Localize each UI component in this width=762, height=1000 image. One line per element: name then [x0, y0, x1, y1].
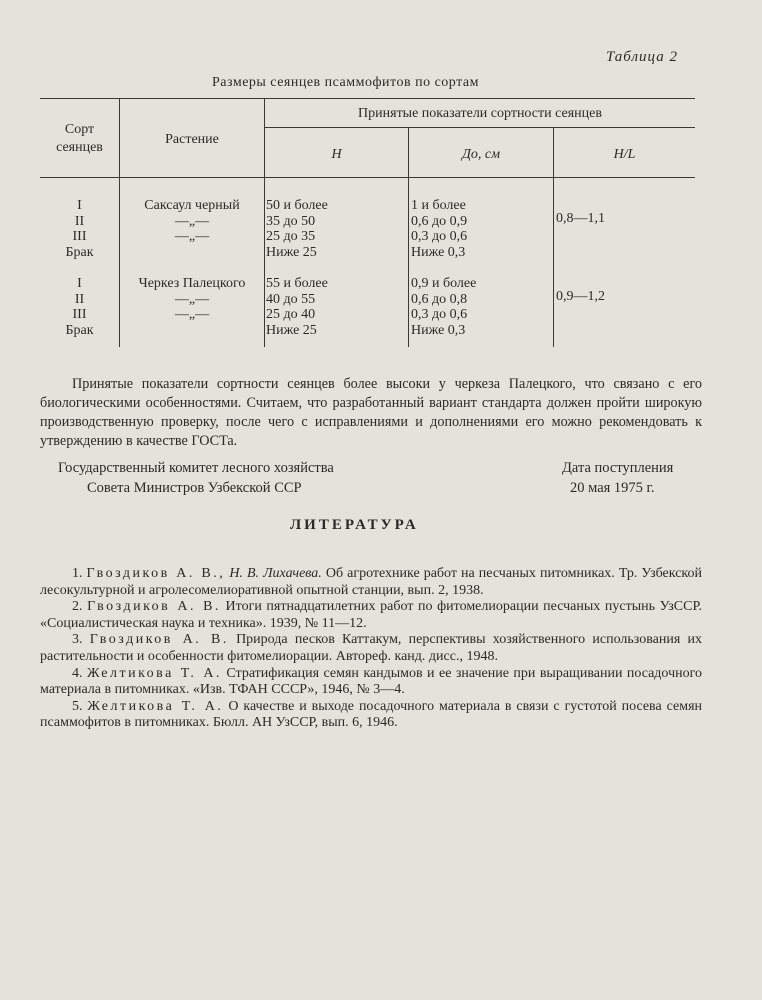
h-cell: Ниже 25 — [266, 244, 317, 260]
d-cell: 0,6 до 0,9 — [411, 213, 468, 229]
h-cell: 50 и более — [266, 198, 328, 213]
sort-cell: Брак — [65, 244, 94, 260]
d-cell: 0,3 до 0,6 — [411, 307, 468, 322]
reference-item: 4. Желтикова Т. А. Стратификация семян кандымов и ее значение при выращивании посадочного материала в питомниках. «Изв. ТФАН СССР», 1946, № 3—4. — [40, 665, 702, 698]
table-header-rule — [40, 177, 695, 178]
sort-cell: Брак — [65, 322, 94, 338]
sort-cell: II — [74, 213, 85, 229]
plant-cell: Черкез Палецкого — [138, 276, 246, 291]
plant-cell: —„— — [174, 213, 210, 229]
header-plant: Растение — [165, 132, 219, 147]
reference-item: 1. Гвоздиков А. В., Н. В. Лихачева. Об агротехнике работ на песчаных питомниках. Тр. Узбекской лесокультурной и агролесомелиоративной опытной станции, вып. 2, 1938. — [40, 566, 703, 598]
h-cell: Ниже 25 — [266, 322, 317, 338]
h-cell: 25 до 40 — [266, 307, 316, 322]
table-group-rule — [265, 127, 695, 128]
header-sort: Сорт сеянцев — [56, 122, 103, 155]
hl-cell: 0,9—1,2 — [556, 289, 605, 304]
received-date: 20 мая 1975 г. — [570, 480, 655, 496]
header-indicators: Принятые показатели сортности сеянцев — [358, 106, 602, 121]
plant-cell: —„— — [174, 291, 210, 307]
table-divider-2 — [264, 99, 265, 347]
organization-line-2: Совета Министров Узбекской ССР — [87, 480, 302, 496]
sort-cell: III — [72, 307, 87, 322]
sort-cell: II — [74, 291, 85, 307]
d-cell: 0,6 до 0,8 — [411, 291, 468, 307]
d-cell: 1 и более — [411, 198, 466, 213]
sort-cell: I — [77, 198, 82, 213]
received-date-label: Дата поступления — [562, 460, 674, 476]
table-top-rule — [40, 98, 695, 99]
sort-cell: I — [77, 276, 82, 291]
literature-heading: ЛИТЕРАТУРА — [290, 517, 419, 533]
table-caption: Размеры сеянцев псаммофитов по сортам — [212, 75, 479, 90]
organization-line-1: Государственный комитет лесного хозяйства — [58, 460, 334, 476]
h-cell: 55 и более — [266, 276, 328, 291]
conclusion-paragraph: Принятые показатели сортности сеянцев более высоки у черкеза Палецкого, что связано с его биологическими особенностями. Считаем, что разработанный вариант стандарта должен пройти широкую производственную проверку, после чего с исправлениями и дополнениями его можно рекомендовать к утверждению в качестве ГОСТа. — [40, 376, 702, 449]
header-h: H — [331, 147, 342, 162]
h-cell: 35 до 50 — [266, 213, 316, 229]
plant-cell: —„— — [174, 229, 210, 244]
reference-item: 3. Гвоздиков А. В. Природа песков Каттакум, перспективы хозяйственного использования их растительности и особенности фитомелиорации. Автореф. канд. дисс., 1948. — [40, 632, 702, 664]
header-hl: H/L — [613, 147, 636, 162]
reference-item: 2. Гвоздиков А. В. Итоги пятнадцатилетних работ по фитомелиорации песчаных пустынь УзССР. «Социалистическая наука и техника». 1939, № 11—12. — [40, 599, 703, 631]
reference-list — [40, 566, 702, 732]
d-cell: Ниже 0,3 — [411, 244, 466, 260]
table-label: Таблица 2 — [606, 49, 678, 65]
reference-item: 5. Желтикова Т. А. О качестве и выходе посадочного материала в связи с густотой посева семян псаммофитов в питомниках. Бюлл. АН УзССР, вып. 6, 1946. — [40, 698, 703, 731]
plant-cell: —„— — [174, 307, 210, 322]
d-cell: 0,3 до 0,6 — [411, 229, 468, 244]
hl-cell: 0,8—1,1 — [556, 211, 605, 226]
plant-cell: Саксаул черный — [144, 198, 240, 213]
header-d: Дo, см — [461, 147, 501, 162]
h-cell: 40 до 55 — [266, 291, 316, 307]
d-cell: 0,9 и более — [411, 276, 477, 291]
sort-cell: III — [72, 229, 87, 244]
h-cell: 25 до 35 — [266, 229, 316, 244]
d-cell: Ниже 0,3 — [411, 322, 466, 338]
